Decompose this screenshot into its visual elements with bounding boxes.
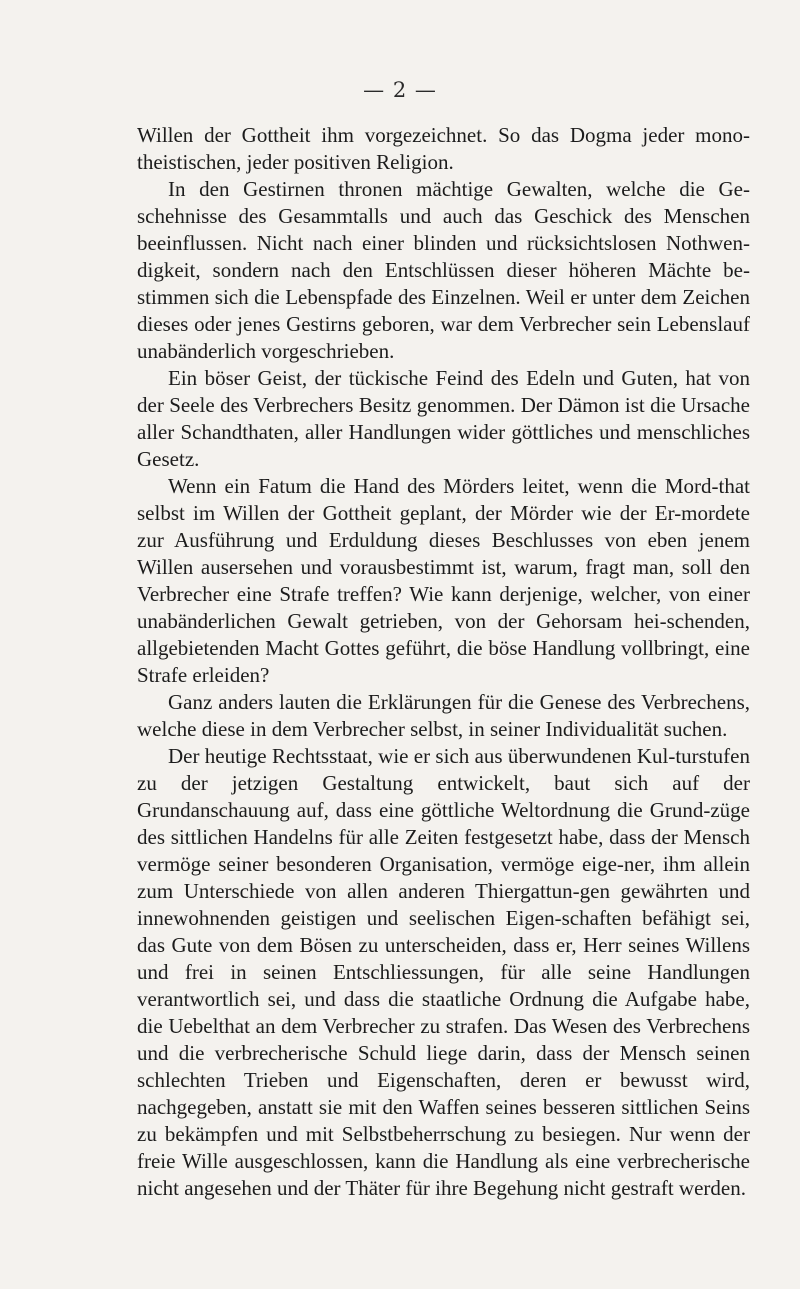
paragraph: Willen der Gottheit ihm vorgezeichnet. So das Dogma jeder mono-theistischen, jeder positiven Religion. xyxy=(137,123,750,174)
paragraph: In den Gestirnen thronen mächtige Gewalten, welche die Ge-schehnisse des Gesammtalls und auch das Geschick des Menschen beeinflussen. Nicht nach einer blinden und rücksichtslosen Nothwen-digkeit, sondern nach den Entschlüssen dieser höheren Mächte be-stimmen sich die Lebenspfade des Einzelnen. Weil er unter dem Zeichen dieses oder jenes Gestirns geboren, war dem Verbrecher sein Lebenslauf unabänderlich vorgeschrieben. xyxy=(137,177,750,363)
paragraph: Der heutige Rechtsstaat, wie er sich aus überwundenen Kul-turstufen zu der jetzigen Gestaltung entwickelt, baut sich auf der Grundanschauung auf, dass eine göttliche Weltordnung die Grund-züge des sittlichen Handelns für alle Zeiten festgesetzt habe, dass der Mensch vermöge seiner besonderen Organisation, vermöge eige-ner, ihm allein zum Unterschiede von allen anderen Thiergattun-gen gewährten und innewohnenden geistigen und seelischen Eigen-schaften befähigt sei, das Gute von dem Bösen zu unterscheiden, dass er, Herr seines Willens und frei in seinen Entschliessungen, für alle seine Handlungen verantwortlich sei, und dass die staatliche Ordnung die Aufgabe habe, die Uebelthat an dem Verbrecher zu strafen. Das Wesen des Verbrechens und die verbrecherische Schuld liege darin, dass der Mensch seinen schlechten Trieben und Eigenschaften, deren er bewusst wird, nachgegeben, anstatt sie mit den Waffen seines besseren sittlichen Seins zu bekämpfen und mit Selbstbeherrschung zu besiegen. Nur wenn der freie Wille ausgeschlossen, kann die Handlung als eine verbrecherische nicht angesehen und der Thäter für ihre Begehung nicht gestraft werden. xyxy=(137,744,750,1200)
paragraph: Ein böser Geist, der tückische Feind des Edeln und Guten, hat von der Seele des Verbrechers Besitz genommen. Der Dämon ist die Ursache aller Schandthaten, aller Handlungen wider göttliches und menschliches Gesetz. xyxy=(137,366,750,471)
paragraph: Wenn ein Fatum die Hand des Mörders leitet, wenn die Mord-that selbst im Willen der Gottheit geplant, der Mörder wie der Er-mordete zur Ausführung und Erduldung dieses Beschlusses von eben jenem Willen ausersehen und vorausbestimmt ist, warum, fragt man, soll den Verbrecher eine Strafe treffen? Wie kann derjenige, welcher, von einer unabänderlichen Gewalt getrieben, von der Gehorsam hei-schenden, allgebietenden Macht Gottes geführt, die böse Handlung vollbringt, eine Strafe erleiden? xyxy=(137,474,750,687)
body-text xyxy=(137,122,750,1202)
paragraph: Ganz anders lauten die Erklärungen für die Genese des Verbrechens, welche diese in dem Verbrecher selbst, in seiner Individualität suchen. xyxy=(137,690,750,741)
page-number: — 2 — xyxy=(363,78,437,102)
